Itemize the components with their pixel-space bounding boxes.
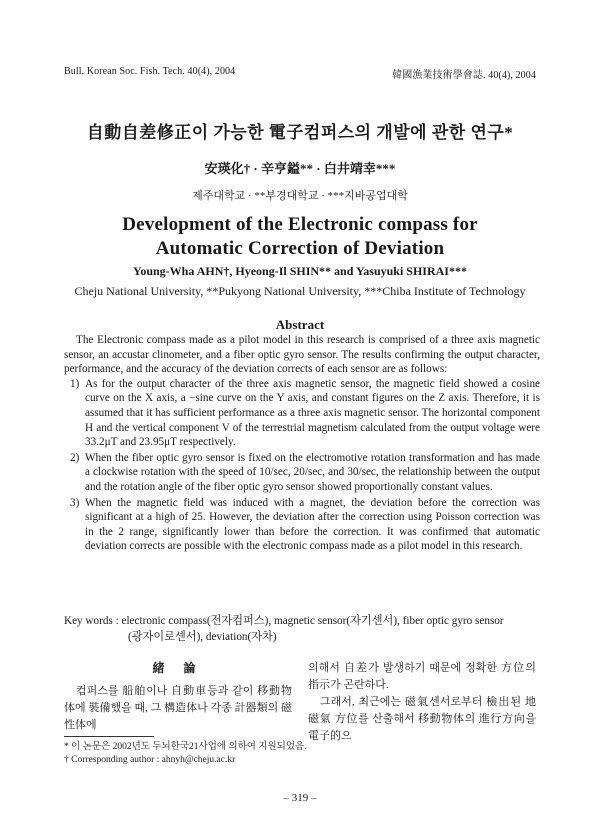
abstract-item [64,377,540,450]
abstract-item-number: 3) [70,496,80,509]
abstract-heading: Abstract [275,317,325,332]
affiliations-english: Cheju National University, **Pukyong National University, ***Chiba Institute of Technology [74,284,526,298]
section-heading-introduction: 緒 論 [152,661,204,675]
abstract-item [64,496,540,554]
abstract-item [64,451,540,495]
body-column-left [64,660,292,734]
abstract-body [64,333,540,555]
authors-english: Young-Wha AHN†, Hyeong-Il SHIN** and Yasuyuki SHIRAI*** [133,264,467,278]
keywords-line1: Key words : electronic compass(전자컴퍼스), magnetic sensor(자기센서), fiber optic gyro sensor [64,615,504,627]
abstract-item-number: 1) [70,377,80,390]
running-head-right: 韓國漁業技術學會誌. 40(4), 2004 [392,70,536,81]
footnotes [64,741,464,767]
abstract-item-number: 2) [70,451,80,464]
keywords-line2: (광자이로센서), deviation(자차) [128,631,277,643]
body-column-right [308,660,536,745]
title-english-line1: Development of the Electronic compass for [122,214,478,235]
title-english [0,213,600,261]
abstract-item-text: When the fiber optic gyro sensor is fixed on the electromotive rotation transformation and has made a clockwise rotation with the speed of 10/sec, 20/sec, and 30/sec, the relationship between the output and the rotation angle of the fiber optic gyro sensor showed proportionally constant values. [85,451,540,493]
title-english-line2: Automatic Correction of Deviation [155,238,445,259]
keywords [64,613,540,645]
body-paragraph: 의해서 自差가 발생하기 때문에 정확한 方位의 指示가 곤란하다. [308,662,536,691]
footnote-corresponding-author: † Corresponding author : ahnyh@cheju.ac.kr [64,755,236,765]
running-head-left: Bull. Korean Soc. Fish. Tech. 40(4), 2004 [64,66,236,77]
abstract-results-list [64,377,540,554]
authors-korean: 安瑛化† · 辛亨鎰** · 白井靖幸*** [204,161,396,176]
footnote-funding: * 이 논문은 2002년도 두뇌한국21사업에 의하여 지원되었음. [64,742,307,752]
abstract-intro: The Electronic compass made as a pilot model in this research is comprised of a three axis magnetic sensor, an accustar clinometer, and a fiber optic gyro sensor. The results confirming the output character, performance, and the accuracy of the deviation corrects of each sensor are as follows: [64,334,540,376]
affiliations-korean: 제주대학교 · **부경대학교 · ***지바공업대학 [192,190,408,202]
body-paragraph: 그래서, 최근에는 磁氣센서로부터 檢出된 地磁氣 方位를 산출해서 移動物体의 進行方向을 電子的으 [308,696,536,742]
body-paragraph: 컴퍼스를 船舶이나 自動車등과 같이 移動物体에 裝備했을 때, 그 構造体나 각종 計器類의 磁性体에 [64,685,292,731]
title-korean: 自動自差修正이 가능한 電子컴퍼스의 개발에 관한 연구* [86,123,514,142]
page-number: – 319 – [283,792,317,804]
abstract-item-text: As for the output character of the three axis magnetic sensor, the magnetic field showed a cosine curve on the X axis, a −sine curve on the Y axis, and constant figures on the Z axis. Therefore, it is assumed that it has sufficient performance as a three axis magnetic sensor. The horizontal component H and the vertical component V of the terrestrial magnetism calculated from the output voltage were 33.2μT and 23.95μT respectively. [85,377,540,449]
abstract-item-text: When the magnetic field was induced with a magnet, the deviation before the correction was significant at a high of 25. However, the deviation after the correction using Poisson correction was in the 2 range, significantly lower than before the correction. It was confirmed that automatic deviation corrects are possible with the electronic compass made as a pilot model in this research. [85,496,540,553]
footnote-divider [64,736,154,737]
